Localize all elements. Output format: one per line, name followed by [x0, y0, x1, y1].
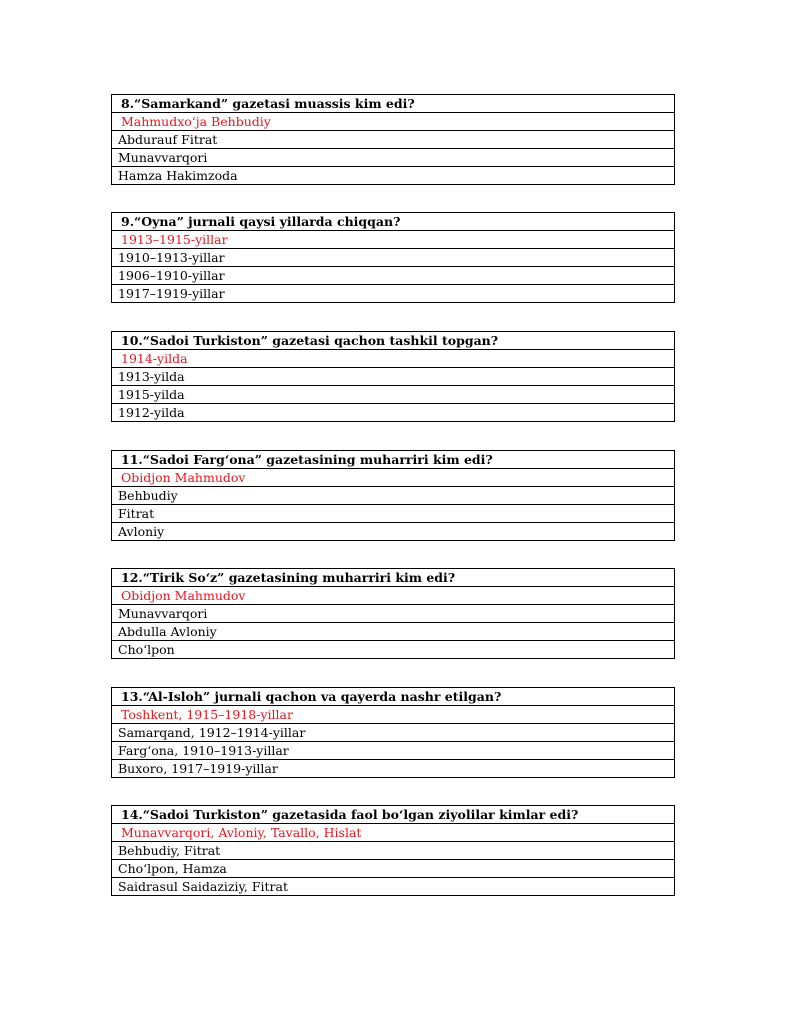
answer-option: Fitrat: [112, 504, 674, 522]
answer-option: Munavvarqori: [112, 148, 674, 166]
question-text: 14.“Sadoi Turkiston” gazetasida faol bo‘lgan ziyolilar kimlar edi?: [121, 807, 579, 822]
quiz-table-9: [111, 212, 675, 303]
answer-option: Behbudiy, Fitrat: [112, 841, 674, 859]
question-text: 8.“Samarkand” gazetasi muassis kim edi?: [121, 96, 415, 111]
answer-option: Hamza Hakimzoda: [112, 166, 674, 184]
question-text: 11.“Sadoi Farg‘ona” gazetasining muharriri kim edi?: [121, 452, 493, 467]
correct-answer: Mahmudxo‘ja Behbudiy: [112, 112, 674, 130]
answer-option: Saidrasul Saidaziziy, Fitrat: [112, 877, 674, 895]
answer-option: 1910–1913-yillar: [112, 248, 674, 266]
correct-answer: Toshkent, 1915–1918-yillar: [112, 705, 674, 723]
answer-option: Behbudiy: [112, 486, 674, 504]
correct-answer: 1913–1915-yillar: [112, 230, 674, 248]
question-text: 13.“Al-Isloh” jurnali qachon va qayerda nashr etilgan?: [121, 689, 502, 704]
question-text: 12.“Tirik So‘z” gazetasining muharriri kim edi?: [121, 570, 456, 585]
answer-option: 1912-yilda: [112, 403, 674, 421]
answer-option: Cho‘lpon: [112, 640, 674, 658]
quiz-table-12: [111, 568, 675, 659]
answer-option: 1917–1919-yillar: [112, 284, 674, 302]
answer-option: Abdulla Avloniy: [112, 622, 674, 640]
correct-answer: Obidjon Mahmudov: [112, 468, 674, 486]
quiz-table-10: [111, 331, 675, 422]
answer-option: Avloniy: [112, 522, 674, 540]
quiz-table-14: [111, 805, 675, 896]
quiz-table-8: [111, 94, 675, 185]
correct-answer: 1914-yilda: [112, 349, 674, 367]
answer-option: 1906–1910-yillar: [112, 266, 674, 284]
question-text: 10.“Sadoi Turkiston” gazetasi qachon tashkil topgan?: [121, 333, 499, 348]
answer-option: Buxoro, 1917–1919-yillar: [112, 759, 674, 777]
answer-option: Abdurauf Fitrat: [112, 130, 674, 148]
correct-answer: Obidjon Mahmudov: [112, 586, 674, 604]
question-text: 9.“Oyna” jurnali qaysi yillarda chiqqan?: [121, 214, 401, 229]
answer-option: 1915-yilda: [112, 385, 674, 403]
quiz-table-11: [111, 450, 675, 541]
quiz-table-13: [111, 687, 675, 778]
answer-option: Farg‘ona, 1910–1913-yillar: [112, 741, 674, 759]
answer-option: Samarqand, 1912–1914-yillar: [112, 723, 674, 741]
answer-option: 1913-yilda: [112, 367, 674, 385]
answer-option: Munavvarqori: [112, 604, 674, 622]
correct-answer: Munavvarqori, Avloniy, Tavallo, Hislat: [112, 823, 674, 841]
answer-option: Cho‘lpon, Hamza: [112, 859, 674, 877]
